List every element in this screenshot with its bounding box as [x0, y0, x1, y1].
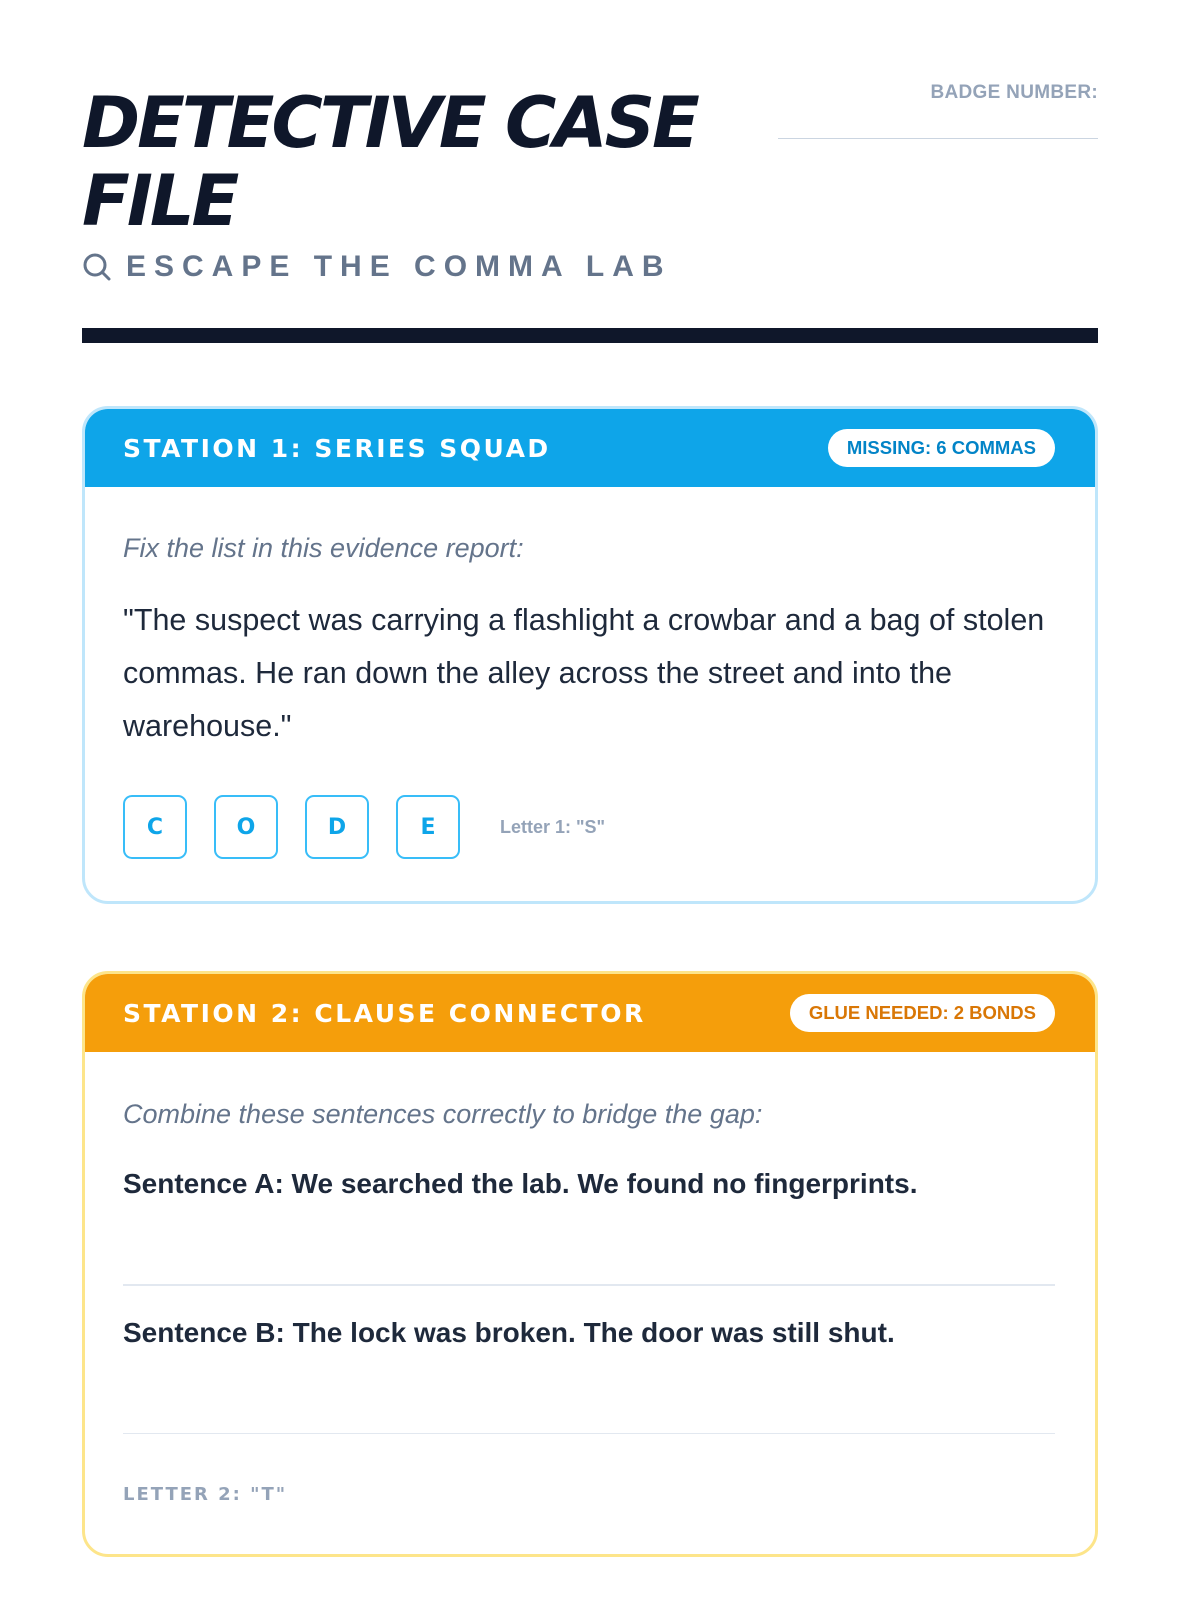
badge-number-input-line[interactable]: [778, 138, 1098, 139]
sentence-a: Sentence A: We searched the lab. We found no fingerprints.: [123, 1168, 918, 1199]
station-2-card: [82, 971, 1098, 1557]
page-subtitle: [82, 250, 672, 284]
code-box-o[interactable]: O: [214, 795, 278, 859]
station-1-card: [82, 406, 1098, 904]
station-1-body: [85, 533, 1095, 859]
evidence-passage[interactable]: "The suspect was carrying a flashlight a crowbar and a bag of stolen commas. He ran down the alley across the street and into the warehouse.": [123, 603, 1045, 743]
letter-1-hint: Letter 1: "S": [500, 816, 606, 837]
station-2-header: [85, 974, 1095, 1052]
code-row: [123, 795, 1055, 859]
sentence-b-answer-line[interactable]: [123, 1433, 1055, 1435]
subtitle-text: ESCAPE THE COMMA LAB: [126, 250, 672, 283]
badge-number-label: BADGE NUMBER:: [930, 82, 1098, 103]
station-2-body: [85, 1099, 1095, 1505]
station-1-title: STATION 1: SERIES SQUAD: [123, 433, 551, 463]
sentence-b: Sentence B: The lock was broken. The door was still shut.: [123, 1316, 895, 1348]
search-icon: [82, 252, 112, 282]
code-box-e[interactable]: E: [396, 795, 460, 859]
sentence-a-answer-line[interactable]: [123, 1284, 1055, 1286]
code-box-c[interactable]: C: [123, 795, 187, 859]
letter-2-hint: LETTER 2: "T": [123, 1484, 288, 1505]
station-1-header: [85, 409, 1095, 487]
station-2-title: STATION 2: CLAUSE CONNECTOR: [123, 998, 646, 1028]
header-divider: [82, 328, 1098, 343]
station-2-instruction: Combine these sentences correctly to bridge the gap:: [123, 1099, 763, 1129]
code-box-d[interactable]: D: [305, 795, 369, 859]
station-1-status-badge: MISSING: 6 COMMAS: [828, 429, 1055, 467]
case-file-header: [82, 0, 1098, 343]
station-2-status-badge: GLUE NEEDED: 2 BONDS: [790, 994, 1055, 1032]
station-1-instruction: Fix the list in this evidence report:: [123, 533, 524, 563]
badge-number-field: [778, 82, 1098, 139]
page-title: DETECTIVE CASE FILE: [82, 82, 697, 242]
